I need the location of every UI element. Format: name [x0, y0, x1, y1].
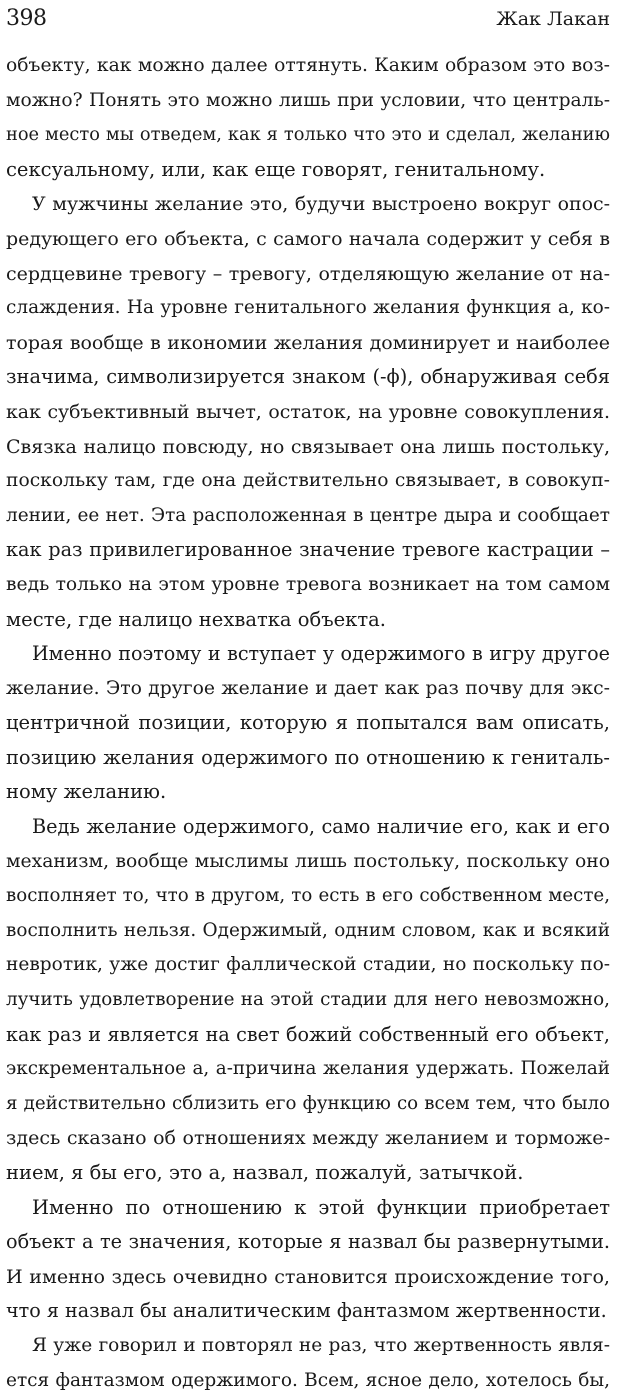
text-line: ному желанию. — [6, 780, 167, 804]
page-header — [0, 0, 620, 40]
text-line: ное место мы отведем, как я только что это и сделал, желанию — [6, 124, 610, 146]
text-line: как субъективный вычет, остаток, на уровне совокупления. — [6, 400, 610, 423]
text-line: как раз и является на свет божий собственный его объект, — [6, 1022, 610, 1046]
text-line: я действительно сблизить его функцию со всем тем, что было — [6, 1092, 610, 1114]
text-line: нием, я бы его, это a, назвал, пожалуй, затычкой. — [6, 1161, 524, 1184]
text-line: восполнить нельзя. Одержимый, одним словом, как и всякий — [6, 919, 610, 941]
text-line: центричной позиции, которую я попытался вам описать, — [6, 711, 610, 735]
text-line: что я назвал бы аналитическим фантазмом жертвенности. — [6, 1299, 607, 1323]
text-line: слаждения. На уровне генитального желания функция a, ко- — [6, 297, 610, 319]
text-line: ется фантазмом одержимого. Всем, ясное дело, хотелось бы, — [6, 1369, 610, 1391]
text-line: экскрементальное a, a-причина желания удержать. Пожелай — [6, 1058, 610, 1080]
text-line: объекту, как можно далее оттянуть. Каким образом это воз- — [6, 55, 610, 76]
text-line: Связка налицо повсюду, но связывает она лишь постольку, — [6, 435, 610, 458]
text-line: Именно поэтому и вступает у одержимого в игру другое — [32, 642, 610, 666]
text-line: желание. Это другое желание и дает как раз почву для экс- — [6, 677, 610, 699]
text-line: редующего его объекта, с самого начала содержит у себя в — [6, 227, 610, 250]
text-line: лении, ее нет. Эта расположенная в центре дыра и сообщает — [6, 504, 610, 526]
text-line: Именно по отношению к этой функции приобретает — [32, 1195, 610, 1219]
text-line: восполняет то, что в другом, то есть в его собственном месте, — [6, 885, 610, 907]
text-line: как раз привилегированное значение тревоге кастрации – — [6, 538, 610, 562]
text-line: Я уже говорил и повторял не раз, что жертвенность явля- — [32, 1334, 610, 1356]
text-line: механизм, вообще мыслимы лишь постольку, поскольку оно — [6, 850, 610, 872]
text-line: объект a те значения, которые я назвал бы развернутыми. — [6, 1230, 610, 1254]
text-line: ведь только на этом уровне тревога возникает на том самом — [6, 573, 610, 595]
text-line: У мужчины желание это, будучи выстроено вокруг опос- — [32, 193, 610, 216]
text-line: значима, символизируется знаком (-ϕ), обнаруживая себя — [6, 365, 610, 389]
text-line: можно? Понять это можно лишь при условии, что централь- — [6, 89, 610, 111]
text-line: торая вообще в икономии желания доминирует и наиболее — [6, 331, 610, 354]
running-title: Жак Лакан — [496, 8, 610, 30]
text-line: поскольку там, где она действительно связывает, в совокуп- — [6, 470, 610, 492]
page-number: 398 — [6, 6, 47, 31]
text-line: И именно здесь очевидно становится происхождение того, — [6, 1265, 610, 1288]
text-line: позицию желания одержимого по отношению к гениталь- — [6, 745, 610, 769]
text-line: лучить удовлетворение на этой стадии для него невозможно, — [6, 989, 610, 1011]
text-line: Ведь желание одержимого, само наличие его, как и его — [32, 815, 610, 839]
body-text — [6, 49, 610, 1398]
text-line: здесь сказано об отношениях между желанием и торможе- — [6, 1127, 610, 1150]
text-line: сексуальному, или, как еще говорят, генитальному. — [6, 157, 546, 181]
text-line: месте, где налицо нехватка объекта. — [6, 607, 386, 631]
text-line: сердцевине тревогу – тревогу, отделяющую желание от на- — [6, 262, 610, 285]
text-line: невротик, уже достиг фаллической стадии, но поскольку по- — [6, 954, 610, 976]
